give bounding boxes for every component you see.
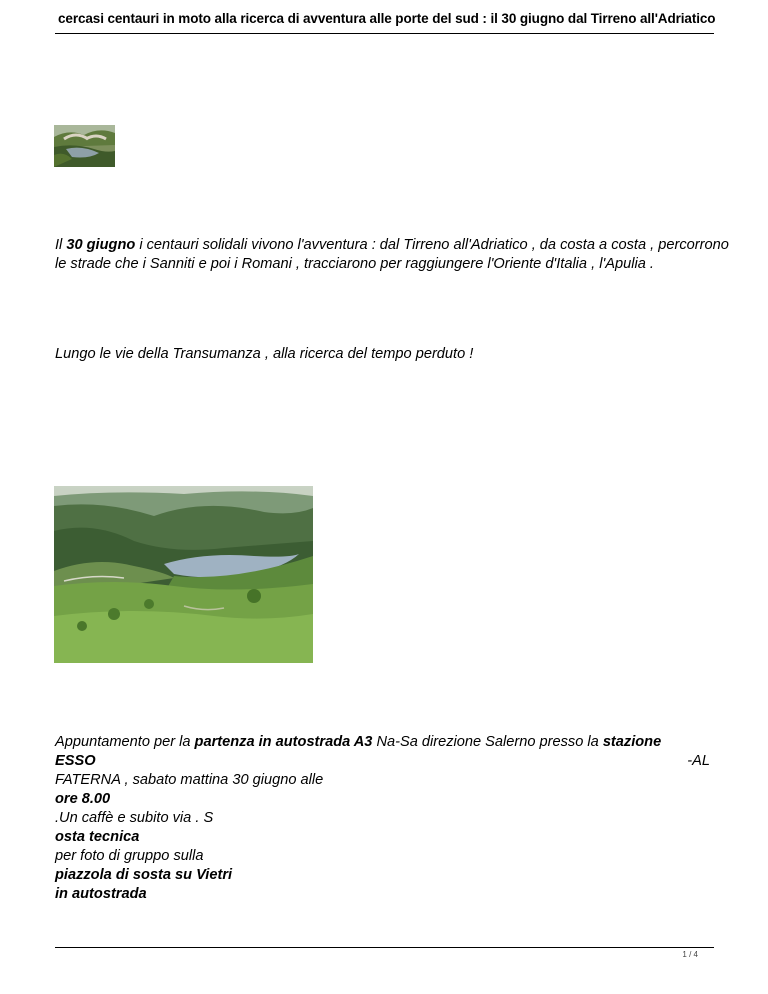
appointment-time: ore 8.00	[55, 791, 111, 807]
header-divider	[55, 33, 714, 34]
appointment-line-3: FATERNA , sabato mattina 30 giugno alle	[55, 772, 324, 788]
appointment-highway: in autostrada	[55, 886, 147, 902]
appointment-place: piazzola di sosta su Vietri	[55, 867, 233, 883]
appointment-stop: osta tecnica	[55, 829, 140, 845]
page-number: 1 / 4	[682, 950, 698, 959]
footer-divider	[55, 947, 714, 948]
transhumance-line: Lungo le vie della Transumanza , alla ricerca del tempo perduto !	[55, 346, 474, 362]
page-title: cercasi centauri in moto alla ricerca di avventura alle porte del sud : il 30 giugno dal Tirreno all'Adriatico	[58, 11, 716, 26]
appointment-line-5: .Un caffè e subito via . S	[55, 810, 214, 826]
appointment-block	[55, 733, 710, 904]
river-bridge-photo	[54, 125, 115, 167]
appointment-line-2: ESSO -AL	[55, 753, 710, 769]
appointment-line-7: per foto di gruppo sulla	[55, 848, 204, 864]
intro-paragraph: Il 30 giugno i centauri solidali vivono l'avventura : dal Tirreno all'Adriatico , da costa a costa , percorrono le strade che i Sanniti e poi i Romani , tracciarono per raggiungere l'Oriente d'Italia , l'Apulia .	[55, 237, 729, 272]
lake-valley-photo	[54, 486, 313, 663]
appointment-line-1: Appuntamento per la partenza in autostrada A3 Na-Sa direzione Salerno presso la stazione	[55, 734, 662, 750]
